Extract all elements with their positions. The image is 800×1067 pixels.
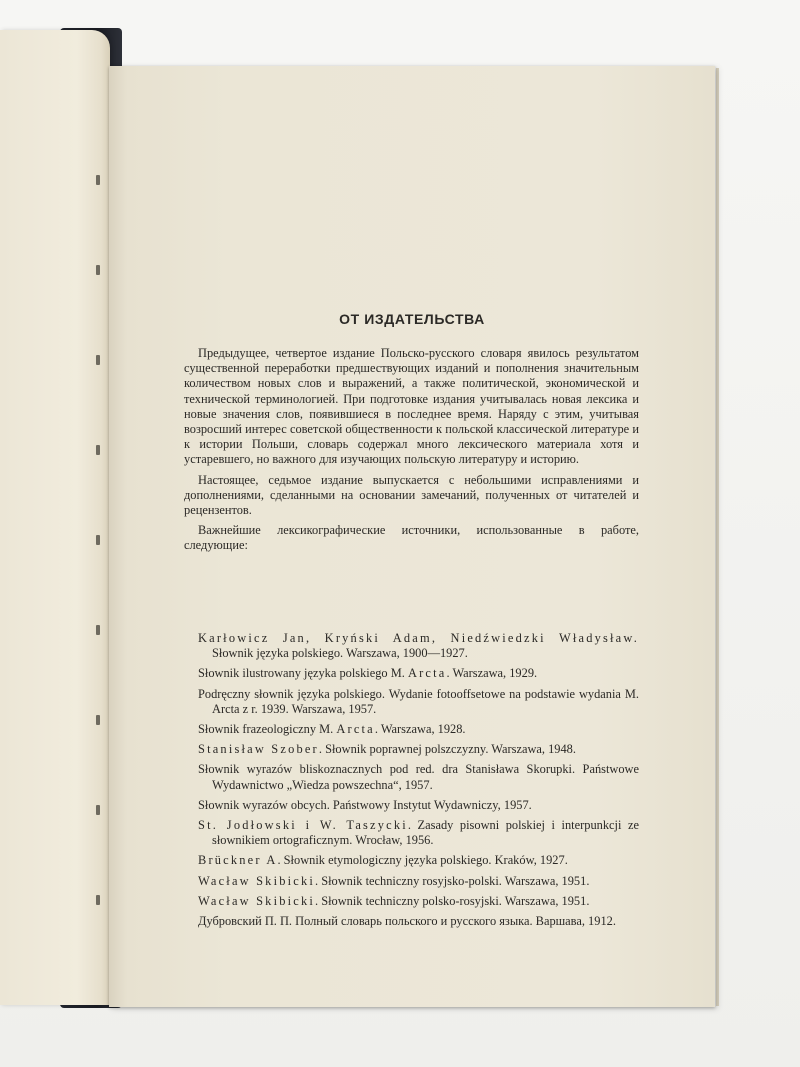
source-author: Arcta (336, 722, 375, 737)
binding-stitch (96, 805, 100, 815)
source-entry (198, 914, 639, 929)
source-author: Karłowicz Jan, Kryński Adam, Niedźwiedzki Władysław. (198, 631, 639, 645)
source-text: . Słownik techniczny rosyjsko-polski. Warszawa, 1951. (315, 873, 590, 888)
paragraph: Важнейшие лексикографические источники, использованные в работе, следующие: (184, 523, 639, 553)
source-text: . Słownik techniczny polsko-rosyjski. Warszawa, 1951. (315, 893, 590, 908)
source-text: Słownik wyrazów obcych. Państwowy Instytut Wydawniczy, 1957. (198, 797, 532, 812)
binding-stitch (96, 715, 100, 725)
source-entry (198, 874, 639, 889)
source-entry (198, 853, 639, 868)
paragraph: Настоящее, седьмое издание выпускается с небольшими исправлениями и дополнениями, сделанными на основании замечаний, полученных от читателей и рецензентов. (184, 472, 639, 518)
source-entry (198, 798, 639, 813)
source-author: Stanisław Szober (198, 742, 319, 757)
source-text: . Słownik etymologiczny języka polskiego. Kraków, 1927. (277, 853, 568, 868)
source-author: St. Jodłowski i W. Taszycki (198, 818, 408, 833)
page-edge (716, 68, 719, 1006)
sources-list (184, 631, 639, 934)
source-author: Arcta (407, 666, 447, 681)
source-text: Słownik frazeologiczny M. (198, 722, 337, 737)
source-author: Brückner A (198, 853, 278, 868)
source-entry (198, 722, 639, 737)
source-entry (198, 687, 639, 717)
source-text: Podręczny słownik języka polskiego. Wydanie fotooffsetowe na podstawie wydania M. Arcta z r. 1939. Warszawa, 1957. (198, 686, 639, 716)
source-entry (198, 742, 639, 757)
source-entry (198, 666, 639, 681)
paragraph: Предыдущее, четвертое издание Польско-русского словаря явилось результатом существенной переработки предшествующих изданий и пополнения значительным количеством новых слов и выражений, а также политической, экономической и технической терминологией. При подготовке издания учитывалась новая лексика и новые значения слов, появившиеся в последнее время. Наряду с этим, учитывая возросший интерес советской общественности к польской классической литературе и к истории Польши, словарь содержал много лексического материала хотя и устаревшего, но важного для изучающих польскую литературу и историю. (184, 346, 639, 467)
binding-stitch (96, 895, 100, 905)
binding-stitch (96, 535, 100, 545)
source-text: . Słownik poprawnej polszczyzny. Warszawa, 1948. (318, 742, 576, 757)
binding-stitch (96, 445, 100, 455)
left-page (0, 30, 110, 1005)
source-author: Wacław Skibicki (198, 893, 315, 908)
source-entry (198, 762, 639, 792)
source-text: Słownik ilustrowany języka polskiego M. (198, 666, 408, 681)
source-text: Дубровский П. П. Полный словарь польского и русского языка. Варшава, 1912. (198, 914, 616, 929)
binding-stitch (96, 625, 100, 635)
binding-stitch (96, 175, 100, 185)
source-entry (198, 818, 639, 848)
binding-stitch (96, 355, 100, 365)
preface-text (184, 346, 639, 559)
source-author: Wacław Skibicki (198, 873, 315, 888)
source-entry (198, 631, 639, 661)
source-text: . Warszawa, 1929. (446, 666, 538, 681)
right-page (109, 66, 715, 1007)
source-text: Słownik wyrazów bliskoznacznych pod red. dra Stanisława Skorupki. Państwowe Wydawnictwo „Wiedza powszechna“, 1957. (198, 762, 639, 792)
source-entry (198, 894, 639, 909)
source-text: . Zasady pisowni polskiej i interpunkcji ze słownikiem ortograficznym. Wrocław, 1956. (212, 818, 639, 848)
page-heading: ОТ ИЗДАТЕЛЬСТВА (339, 311, 485, 327)
source-text: . Warszawa, 1928. (374, 722, 466, 737)
binding-stitch (96, 265, 100, 275)
source-text: Słownik języka polskiego. Warszawa, 1900—1927. (212, 646, 468, 661)
